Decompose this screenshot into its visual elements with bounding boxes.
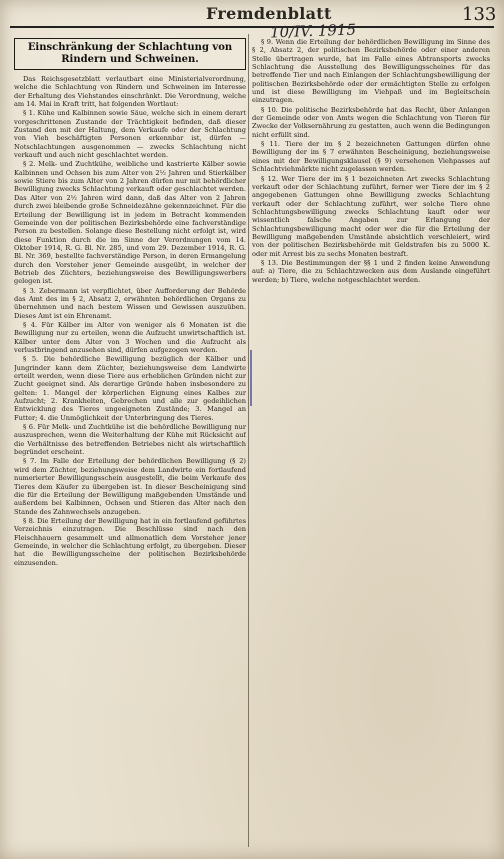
paragraph-section-5: § 5. Die behördliche Bewilligung bezüglich der Kälber und Jungrinder kann dem Züchter, beziehungsweise dem Landwirte erteilt werden, wenn diese Tiere aus erheblichen Gründen nicht zur Zucht geeignet sind. Als derartige Gründe haben insbesondere zu gelten: 1. Mangel der körperlichen Eignung eines Kalbes zur Aufzucht; 2. Krankheiten, Gebrechen und alle zur gedeihlichen Entwicklung des Tieres ungeeigneten Zustände; 3. Mangel an Futter; 4. die Unmöglichkeit der Unterbringung des Tieres. [14, 355, 246, 422]
masthead: Fremdenblatt [206, 4, 332, 23]
paragraph-section-1: § 1. Kühe und Kalbinnen sowie Säue, welche sich in einem derart vorgeschrittenen Zustande der Trächtigkeit befinden, daß dieser Zustand den mit der Haltung, dem Verkaufe oder der Schlachtung von Vieh beschäftigten Personen erkennbar ist, dürfen — Notschlachtungen ausgenommen — zwecks Schlachtung nicht verkauft und auch nicht geschlachtet werden. [14, 109, 246, 160]
paragraph-intro: Das Reichsgesetzblatt verlautbart eine Ministerialverordnung, welche die Schlachtung von Rindern und Schweinen im Interesse der Erhaltung des Viehstandes einschränkt. Die Verordnung, welche am 14. Mai in Kraft tritt, hat folgenden Wortlaut: [14, 75, 246, 109]
article-headline: Einschränkung der Schlachtung von Rindern und Schweinen. [14, 38, 246, 70]
masthead-rule [10, 26, 494, 28]
paragraph-section-9: § 9. Wenn die Erteilung der behördlichen Bewilligung im Sinne des § 2, Absatz 2, der politischen Bezirksbehörde oder einer anderen Stelle übertragen wurde, hat im Falle eines Abtransports zwecks Schlachtung die Ausstellung des Bewilligungsscheines für das betreffende Tier und nach Einlangen der Schlachtungsbewilligung der politischen Bezirksbehörde oder der ermächtigten Stelle zu erfolgen und ist diese Bewilligung im Viehpaß und im Begleitschein einzutragen. [252, 38, 490, 105]
page-number: 133 [462, 4, 497, 25]
paragraph-section-4: § 4. Für Kälber im Alter von weniger als 6 Monaten ist die Bewilligung nur zu erteilen, wenn die Aufzucht unwirtschaftlich ist. Kälber unter dem Alter von 3 Wochen und die Aufzucht als verlustbringend anzusehen sind, dürfen aufgezogen werden. [14, 320, 246, 354]
paragraph-section-10: § 10. Die politische Bezirksbehörde hat das Recht, über Anlangen der Gemeinde oder von Amts wegen die Schlachtung von Tieren für Zwecke der Volksernährung zu gestatten, auch wenn die Bedingungen nicht erfüllt sind. [252, 105, 490, 139]
handwritten-date: 10/IV. 1915 [269, 20, 357, 42]
paragraph-section-3: § 3. Zebermann ist verpflichtet, über Aufforderung der Behörde das Amt des im § 2, Absatz 2, erwähnten behördlichen Organs zu übernehmen und nach bestem Wissen und Gewissen auszuüben. Dieses Amt ist ein Ehrenamt. [14, 286, 246, 320]
column-divider [248, 34, 249, 847]
paragraph-section-8: § 8. Die Erteilung der Bewilligung hat in ein fortlaufend geführtes Verzeichnis einzutragen. Die Beschlüsse sind nach den Fleischhauern gesammelt und allmonatlich dem Vorsteher jener Gemeinde, in welcher die Schlachtung erfolgt, zu übergeben. Dieser hat die Bewilligungsscheine der politischen Bezirksbehörde einzusenden. [14, 516, 246, 567]
paragraph-section-11: § 11. Tiere der im § 2 bezeichneten Gattungen dürfen ohne Bewilligung der im § 7 erwähnten Bescheinigung, beziehungsweise eines mit der Bewilligungsklausel (§ 9) versehenen Viehpasses auf Schlachtviehmärkte nicht zugelassen werden. [252, 140, 490, 174]
paragraph-section-6: § 6. Für Melk- und Zuchtkühe ist die behördliche Bewilligung nur auszusprechen, wenn die Weiterhaltung der Kühe mit Rücksicht auf die Verhältnisse des betreffenden Betriebes nicht als wirtschaftlich begründet erscheint. [14, 423, 246, 457]
right-column [252, 38, 490, 849]
paragraph-section-7: § 7. Im Falle der Erteilung der behördlichen Bewilligung (§ 2) wird dem Züchter, beziehungsweise dem Landwirte ein fortlaufend numerierter Bewilligungsschein ausgestellt, die beim Verkaufe des Tieres dem Käufer zu übergeben ist. In dieser Bescheinigung sind die für die Erteilung der Bewilligung maßgebenden Umstände und außerdem bei Kalbinnen, Ochsen und Stieren das Alter nach den Stande des Zahnwechsels anzugeben. [14, 457, 246, 516]
paragraph-section-2: § 2. Melk- und Zuchtkühe, weibliche und kastrierte Kälber sowie Kalbinnen und Ochsen bis zum Alter von 2½ Jahren und Stierkälber sowie Stiere bis zum Alter von 2 Jahren dürfen nur mit behördlicher Bewilligung zwecks Schlachtung verkauft oder geschlachtet werden. Das Alter von 2½ Jahren wird dann, daß das Alter von 2 Jahren durch zwei bleibende große Schneidezähne gekennzeichnet. Für die Erteilung der Bewilligung ist in jedem in Betracht kommenden Gemeinde von der politischen Bezirksbehörde eine fachverständige Person zu bestellen. Solange diese Bestellung nicht erfolgt ist, wird diese Funktion durch die im Sinne der Verordnungen vom 14. Oktober 1914, R. G. Bl. Nr. 285, und vom 29. Dezember 1914, R. G. Bl. Nr. 369, bestellte fachverständige Person, in deren Ermangelung durch den Vorsteher jener Gemeinde ausgeübt, in welcher der Betrieb des Züchters, beziehungsweise des Bewilligungswerbers gelegen ist. [14, 160, 246, 286]
paragraph-section-13: § 13. Die Bestimmungen der §§ 1 und 2 finden keine Anwendung auf: a) Tiere, die zu Schlachtzwecken aus dem Auslande eingeführt werden; b) Tiere, welche notgeschlachtet werden. [252, 258, 490, 284]
paragraph-section-12: § 12. Wer Tiere der im § 1 bezeichneten Art zwecks Schlachtung verkauft oder der Schlachtung zuführt, ferner wer Tiere der im § 2 angegebenen Gattungen ohne Bewilligung zwecks Schlachtung verkauft oder der Schlachtung zuführt, wer solche Tiere ohne Schlachtungsbewilligung zwecks Schlachtung kauft oder wer wissentlich falsche Angaben zur Erlangung der Schlachtungsbewilligung macht oder wer die für die Erteilung der Bewilligung maßgebenden Umstände absichtlich verschleiert, wird von der politischen Bezirksbehörde mit Geldstrafen bis zu 5000 K. oder mit Arrest bis zu sechs Monaten bestraft. [252, 174, 490, 258]
left-column [14, 38, 246, 849]
